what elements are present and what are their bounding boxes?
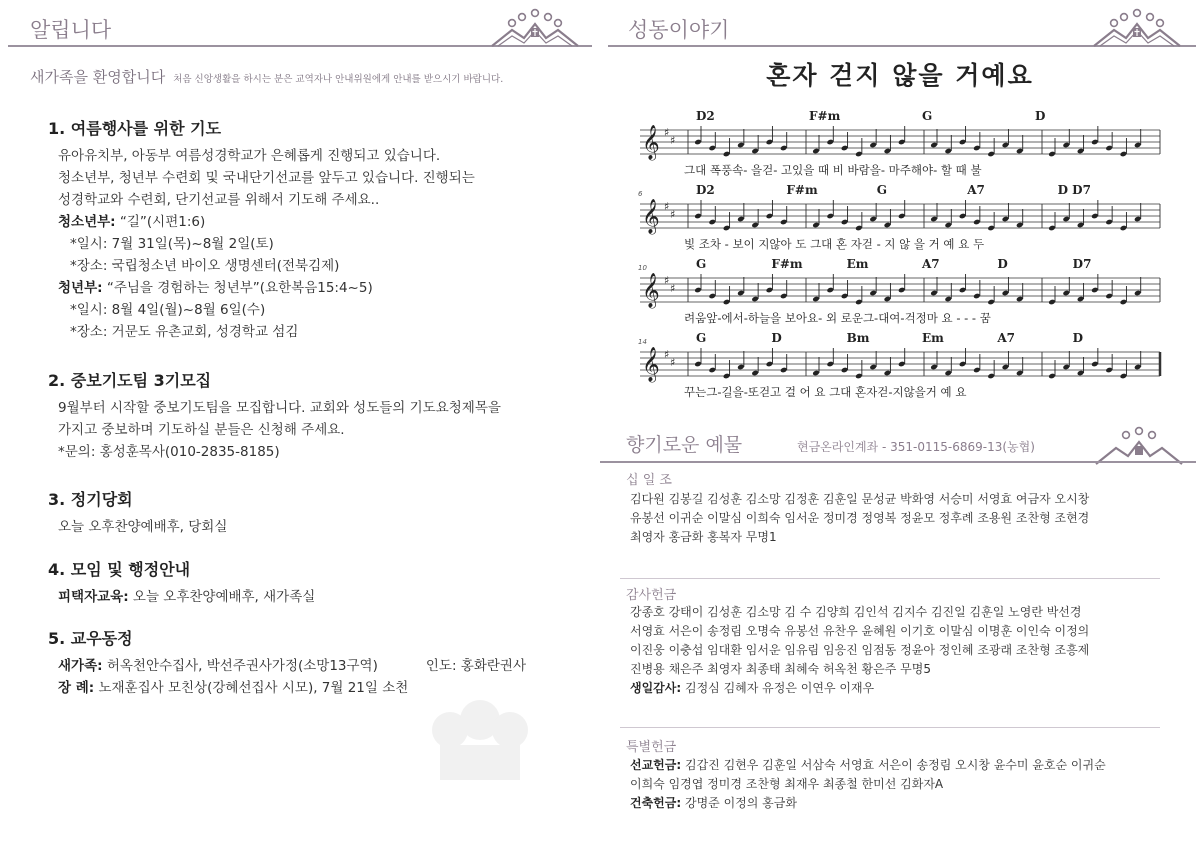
mission-label: 선교헌금: — [630, 758, 682, 772]
chord-symbol: F#m — [771, 257, 803, 271]
measure-number: 6 — [638, 190, 643, 198]
chord-symbol: G — [876, 183, 888, 197]
young-adult-place: *장소: 거문도 유촌교회, 성경학교 섬김 — [70, 324, 299, 340]
chord-symbol: D — [1035, 109, 1046, 123]
birthday-thanks-line — [630, 679, 1170, 698]
offering-title: 향기로운 예물 — [626, 434, 743, 456]
sharp-icon: ♯ — [670, 134, 676, 147]
new-family-label: 새가족: — [58, 658, 103, 674]
lyrics-line: 그대 폭풍속- 을걷- 고있을 때 비 바람을- 마주해야- 할 때 불 — [684, 163, 982, 177]
chord-symbol: D7 — [1072, 257, 1092, 271]
chord-symbol: A7 — [922, 257, 940, 271]
sharp-icon: ♯ — [670, 208, 676, 221]
birthday-thanks-names: 김정심 김혜자 유정은 이연우 이재우 — [681, 681, 875, 695]
right-page — [600, 0, 1200, 848]
chord-symbol: Em — [922, 331, 944, 345]
treble-clef-icon: 𝄞 — [642, 125, 660, 160]
divider — [620, 578, 1160, 579]
youth-event — [58, 211, 588, 233]
welcome-note: 처음 신앙생활을 하시는 분은 교역자나 안내위원에게 안내를 받으시기 바랍니다. — [173, 74, 504, 85]
young-adult-theme: “주님을 경험하는 청년부”(요한복음15:4~5) — [102, 280, 373, 296]
chord-symbol: D2 — [696, 109, 715, 123]
name-line: 유봉선 이귀순 이말심 이희숙 임서운 정미경 정영복 정윤모 정후례 조용원 조찬형 조현경 — [630, 511, 1090, 525]
mission-names: 김갑진 김현우 김훈일 서삼숙 서영효 서은이 송정림 오시창 윤수미 윤호순 이귀순 — [681, 758, 1106, 772]
treble-clef-icon: 𝄞 — [642, 199, 660, 234]
funeral-text: 노재훈집사 모친상(강혜선집사 시모), 7월 21일 소천 — [94, 680, 409, 696]
measure-number: 10 — [638, 264, 647, 272]
section-summer-prayer — [48, 116, 588, 343]
chord-symbol: A7 — [997, 331, 1016, 345]
chord-symbol: G — [922, 109, 933, 123]
building-line — [630, 794, 1170, 813]
welcome-banner — [30, 66, 503, 87]
sharp-icon: ♯ — [670, 356, 676, 369]
name-line: 최영자 홍금화 홍복자 무명1 — [630, 530, 777, 544]
treble-clef-icon: 𝄞 — [642, 347, 660, 382]
youth-theme: “길”(시편1:6) — [115, 214, 206, 230]
section-meetings-admin — [48, 557, 588, 608]
young-adult-label: 청년부: — [58, 280, 103, 296]
chord-symbol: G — [696, 257, 707, 271]
thanks-label: 감사헌금 — [626, 588, 677, 603]
watermark-logo — [420, 690, 540, 790]
chord-symbol: G — [696, 331, 707, 345]
chord-symbol: F#m — [786, 183, 818, 197]
chord-symbol: F#m — [809, 109, 841, 123]
elder-training-text: 오늘 오후찬양예배후, 새가족실 — [128, 589, 316, 605]
young-adult-date: *일시: 8월 4일(월)~8월 6일(수) — [70, 302, 266, 318]
lyrics-line: 꾸는그-길을-또걷고 걸 어 요 그대 혼자걷-지않을거 예 요 — [684, 385, 967, 399]
church-ornament-icon — [1092, 6, 1182, 50]
new-family-text: 허옥천안수집사, 박선주권사가정(소망13구역) — [102, 658, 378, 674]
offering-account: 현금온라인계좌 - 351-0115-6869-13(농협) — [797, 440, 1035, 454]
thanks-names — [630, 603, 1170, 698]
funeral-label: 장 례: — [58, 680, 95, 696]
measure-number: 14 — [638, 338, 647, 346]
sheet-music — [636, 108, 1166, 408]
chord-symbol: D2 — [696, 183, 715, 197]
divider — [620, 727, 1160, 728]
guide-text: 인도: 홍화란권사 — [425, 658, 526, 674]
section-member-news — [48, 626, 588, 699]
name-line: 진병용 채은주 최영자 최종태 최혜숙 허옥천 황은주 무명5 — [630, 662, 931, 676]
birthday-thanks-label: 생일감사: — [630, 681, 682, 695]
youth-place: *장소: 국립청소년 바이오 생명센터(전북김제) — [70, 258, 340, 274]
sharp-icon: ♯ — [664, 348, 670, 361]
treble-clef-icon: 𝄞 — [642, 273, 660, 308]
sharp-icon: ♯ — [670, 282, 676, 295]
youth-date: *일시: 7월 31일(목)~8월 2일(토) — [70, 236, 274, 252]
sharp-icon: ♯ — [664, 126, 670, 139]
body-line: 청소년부, 청년부 수련회 및 국내단기선교를 앞두고 있습니다. 진행되는 — [58, 170, 475, 186]
elder-training-line — [58, 586, 588, 608]
lyrics-line: 빛 조차 - 보이 지않아 도 그대 혼 자걷 - 지 않 을 거 예 요 두 — [684, 237, 985, 251]
section-title: 4. 모임 및 행정안내 — [48, 560, 191, 579]
church-ornament-icon — [490, 6, 580, 50]
name-line: 김다원 김봉길 김성훈 김소망 김정훈 김훈일 문성균 박화영 서승미 서영효 여금자 오시창 — [630, 492, 1090, 506]
section-title: 1. 여름행사를 위한 기도 — [48, 119, 222, 138]
chord-symbol: D — [997, 257, 1008, 271]
section-title: 2. 중보기도팀 3기모집 — [48, 371, 212, 390]
song-title: 혼자 걷지 않을 거예요 — [766, 61, 1034, 90]
chord-symbol: Em — [846, 257, 869, 271]
youth-label: 청소년부: — [58, 214, 116, 230]
building-label: 건축헌금: — [630, 796, 682, 810]
name-line: 서영효 서은이 송정림 오명숙 유봉선 유찬우 윤혜원 이기호 이말심 이명훈 이인숙 이정의 — [630, 624, 1090, 638]
offering-rule — [600, 461, 1196, 463]
contact-line: *문의: 홍성훈목사(010-2835-8185) — [58, 444, 280, 460]
section-title: 5. 교우동정 — [48, 629, 133, 648]
left-header-title: 알립니다 — [30, 18, 112, 42]
elder-training-label: 피택자교육: — [58, 589, 129, 605]
name-line: 강종호 강태이 김성훈 김소망 김 수 김양희 김인석 김지수 김진일 김훈일 노영란 박선경 — [630, 605, 1082, 619]
body-line: 9월부터 시작할 중보기도팀을 모집합니다. 교회와 성도들의 기도요청제목을 — [58, 400, 501, 416]
chord-symbol: A7 — [967, 183, 985, 197]
chord-symbol: D D7 — [1057, 183, 1091, 197]
body-line: 가지고 중보하며 기도하실 분들은 신청해 주세요. — [58, 422, 345, 438]
body-line: 오늘 오후찬양예배후, 당회실 — [58, 519, 228, 535]
sharp-icon: ♯ — [664, 274, 670, 287]
new-family-line — [58, 655, 588, 677]
mission-line-2: 이희숙 임경엽 정미경 조찬형 최재우 최종철 한미선 김화자A — [630, 777, 944, 791]
mission-line — [630, 756, 1170, 775]
section-session-meeting — [48, 487, 588, 538]
building-names: 강명준 이정의 홍금화 — [681, 796, 797, 810]
chord-symbol: Bm — [846, 331, 870, 345]
body-line: 유아유치부, 아동부 여름성경학교가 은혜롭게 진행되고 있습니다. — [58, 148, 441, 164]
special-label: 특별헌금 — [626, 740, 677, 755]
young-adult-event — [58, 277, 588, 299]
special-names — [630, 756, 1170, 813]
body-line: 성경학교와 수련회, 단기선교를 위해서 기도해 주세요.. — [58, 192, 380, 208]
lyrics-line: 려움앞-에서-하늘을 보아요- 외 로운그-대여-걱정마 요 - - - 꿈 — [684, 311, 991, 325]
right-header-title: 성동이야기 — [628, 18, 730, 42]
section-intercession-team — [48, 368, 588, 463]
section-title: 3. 정기당회 — [48, 490, 133, 509]
welcome-title: 새가족을 환영합니다 — [30, 68, 166, 86]
chord-symbol: D — [1072, 331, 1084, 345]
tithe-label: 십 일 조 — [626, 473, 672, 488]
sharp-icon: ♯ — [664, 200, 670, 213]
tithe-names — [630, 490, 1170, 547]
name-line: 이진웅 이충섭 임대환 임서운 임유림 임응진 임점동 정윤아 정인혜 조광래 조찬형 조흥제 — [630, 643, 1090, 657]
chord-symbol: D — [771, 331, 782, 345]
